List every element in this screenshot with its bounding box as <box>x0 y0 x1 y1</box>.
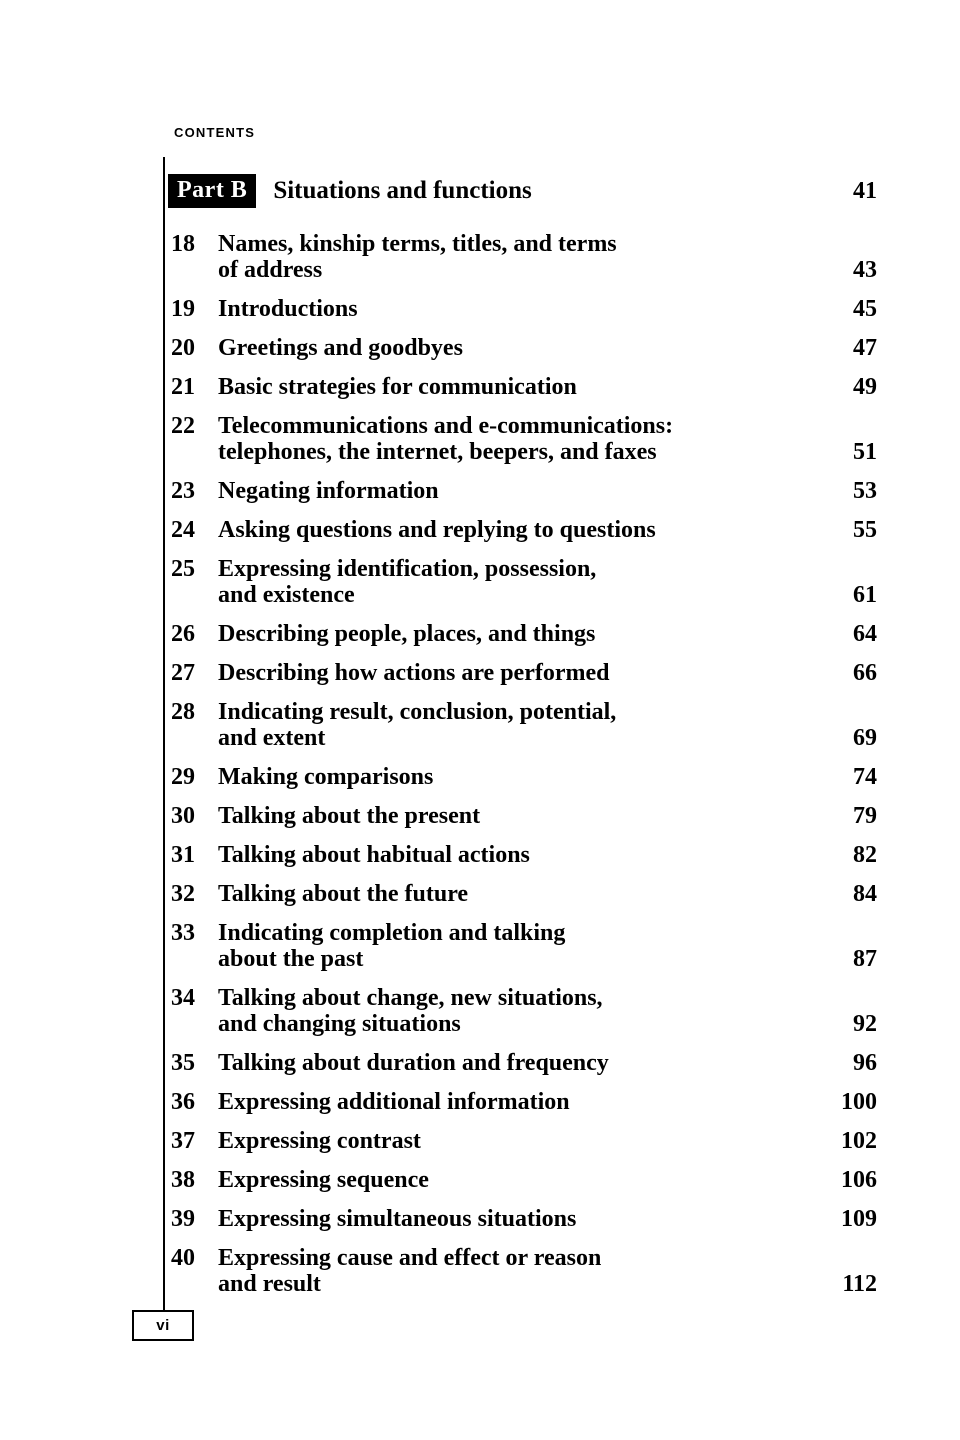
toc-entry-title <box>218 478 806 504</box>
toc-entry[interactable] <box>168 1245 880 1297</box>
toc-entry-title-line1: Indicating completion and talking <box>218 920 566 946</box>
toc-entry-title <box>218 517 806 543</box>
toc-entry[interactable] <box>168 231 880 283</box>
toc-entry-title-line1: Expressing sequence <box>218 1167 429 1193</box>
toc-entry-title <box>218 621 806 647</box>
toc-entry-title-line2: and changing situations <box>218 1011 461 1037</box>
toc-entry-number: 21 <box>171 374 195 400</box>
toc-entry[interactable] <box>168 881 880 907</box>
toc-entry[interactable] <box>168 699 880 751</box>
toc-entry-title-line1: Names, kinship terms, titles, and terms <box>218 231 617 257</box>
toc-entry-page-number: 82 <box>853 842 877 868</box>
toc-entry-page-number: 45 <box>853 296 877 322</box>
toc-entry[interactable] <box>168 621 880 647</box>
toc-entry-title-line2: telephones, the internet, beepers, and faxes <box>218 439 657 465</box>
toc-entry-title <box>218 699 806 751</box>
toc-entry-title <box>218 1245 806 1297</box>
toc-entry[interactable] <box>168 478 880 504</box>
toc-entry-page-number: 47 <box>853 335 877 361</box>
folio-box <box>132 1310 194 1341</box>
running-head: CONTENTS <box>174 125 256 140</box>
content-vertical-rule <box>163 157 165 1312</box>
toc-entry-title <box>218 374 806 400</box>
toc-entry-page-number: 79 <box>853 803 877 829</box>
toc-entry-page-number: 53 <box>853 478 877 504</box>
toc-entry-page-number: 49 <box>853 374 877 400</box>
toc-entry[interactable] <box>168 1050 880 1076</box>
toc-entry[interactable] <box>168 517 880 543</box>
toc-entry-title <box>218 660 806 686</box>
toc-entry-title <box>218 985 806 1037</box>
toc-entry-page-number: 51 <box>853 439 877 465</box>
toc-entry-page-number: 74 <box>853 764 877 790</box>
toc-entry[interactable] <box>168 335 880 361</box>
toc-entry-page-number: 106 <box>841 1167 877 1193</box>
toc-entry-title-line1: Expressing simultaneous situations <box>218 1206 577 1232</box>
toc-entry[interactable] <box>168 920 880 972</box>
toc-entry-title-line2: and extent <box>218 725 326 751</box>
toc-entry-page-number: 100 <box>841 1089 877 1115</box>
toc-entry-title-line1: Making comparisons <box>218 764 434 790</box>
toc-entry-title-line1: Describing how actions are performed <box>218 660 610 686</box>
toc-entry-number: 19 <box>171 296 195 322</box>
toc-entry[interactable] <box>168 1089 880 1115</box>
toc-entry-title-line2: and result <box>218 1271 321 1297</box>
toc-entry-title-line1: Talking about the future <box>218 881 469 907</box>
toc-entry-title <box>218 842 806 868</box>
toc-entry-page-number: 66 <box>853 660 877 686</box>
toc-entry-title <box>218 1167 806 1193</box>
toc-entry-page-number: 69 <box>853 725 877 751</box>
toc-entry[interactable] <box>168 842 880 868</box>
toc-entry-number: 31 <box>171 842 195 868</box>
toc-entry-title-line1: Talking about habitual actions <box>218 842 530 868</box>
toc-entry-title-line2: about the past <box>218 946 364 972</box>
table-of-contents <box>168 174 880 1297</box>
toc-entry-number: 27 <box>171 660 195 686</box>
toc-entry-title <box>218 881 806 907</box>
toc-entry[interactable] <box>168 660 880 686</box>
toc-entry-title <box>218 1050 806 1076</box>
toc-entry-title <box>218 1206 806 1232</box>
toc-entry[interactable] <box>168 296 880 322</box>
toc-entry[interactable] <box>168 413 880 465</box>
toc-entry-number: 39 <box>171 1206 195 1232</box>
toc-entry-title-line1: Greetings and goodbyes <box>218 335 463 361</box>
toc-entry-number: 22 <box>171 413 195 439</box>
toc-entry-page-number: 43 <box>853 257 877 283</box>
folio-page-number: vi <box>156 1317 170 1334</box>
toc-entry[interactable] <box>168 1206 880 1232</box>
toc-entry[interactable] <box>168 1167 880 1193</box>
part-page-number: 41 <box>853 178 877 204</box>
toc-entry-title-line1: Expressing identification, possession, <box>218 556 597 582</box>
toc-entry-page-number: 61 <box>853 582 877 608</box>
part-badge: Part B <box>168 174 256 208</box>
part-title: Situations and functions <box>273 177 532 204</box>
toc-entry-number: 20 <box>171 335 195 361</box>
toc-entry[interactable] <box>168 1128 880 1154</box>
toc-entry-title-line1: Negating information <box>218 478 439 504</box>
toc-entry-title <box>218 1089 806 1115</box>
toc-entry-number: 26 <box>171 621 195 647</box>
toc-entry[interactable] <box>168 803 880 829</box>
toc-entry-number: 30 <box>171 803 195 829</box>
toc-entry-number: 38 <box>171 1167 195 1193</box>
toc-entry-title <box>218 1128 806 1154</box>
toc-entry-title-line1: Asking questions and replying to questions <box>218 517 656 543</box>
toc-entry-title-line1: Talking about duration and frequency <box>218 1050 609 1076</box>
part-heading-row <box>168 174 880 218</box>
toc-entry-title-line1: Describing people, places, and things <box>218 621 596 647</box>
toc-entry-page-number: 109 <box>841 1206 877 1232</box>
toc-entry-title-line2: and existence <box>218 582 355 608</box>
toc-entry-page-number: 96 <box>853 1050 877 1076</box>
toc-entry-page-number: 87 <box>853 946 877 972</box>
toc-entry-title <box>218 413 806 465</box>
toc-entry-page-number: 64 <box>853 621 877 647</box>
toc-entry-title <box>218 296 806 322</box>
toc-entry-title <box>218 335 806 361</box>
toc-entry[interactable] <box>168 985 880 1037</box>
toc-entry-page-number: 84 <box>853 881 877 907</box>
toc-entry-title <box>218 803 806 829</box>
toc-entry-title <box>218 231 806 283</box>
toc-entry-page-number: 102 <box>841 1128 877 1154</box>
toc-entry-number: 24 <box>171 517 195 543</box>
toc-entry-page-number: 55 <box>853 517 877 543</box>
toc-entry-page-number: 112 <box>842 1271 877 1297</box>
toc-entry-number: 25 <box>171 556 195 582</box>
toc-entry-title-line1: Telecommunications and e-communications: <box>218 413 674 439</box>
toc-entry-page-number: 92 <box>853 1011 877 1037</box>
toc-entry-title-line1: Introductions <box>218 296 358 322</box>
toc-entry-number: 33 <box>171 920 195 946</box>
toc-entry[interactable] <box>168 764 880 790</box>
toc-entry-number: 28 <box>171 699 195 725</box>
toc-entry-number: 40 <box>171 1245 195 1271</box>
toc-entry-title-line1: Talking about the present <box>218 803 481 829</box>
toc-entry-title <box>218 764 806 790</box>
toc-entry-number: 32 <box>171 881 195 907</box>
toc-entry-title-line1: Expressing cause and effect or reason <box>218 1245 602 1271</box>
toc-entry-title <box>218 920 806 972</box>
toc-entry-title-line1: Indicating result, conclusion, potential, <box>218 699 617 725</box>
toc-entry-number: 35 <box>171 1050 195 1076</box>
toc-entry-title <box>218 556 806 608</box>
toc-entry-title-line1: Expressing contrast <box>218 1128 421 1154</box>
toc-entry-title-line1: Talking about change, new situations, <box>218 985 603 1011</box>
toc-entry-title-line1: Basic strategies for communication <box>218 374 577 400</box>
toc-entry-number: 29 <box>171 764 195 790</box>
toc-entry-title-line1: Expressing additional information <box>218 1089 570 1115</box>
toc-entry-number: 18 <box>171 231 195 257</box>
toc-entry[interactable] <box>168 374 880 400</box>
toc-entry-list <box>168 231 880 1297</box>
toc-entry[interactable] <box>168 556 880 608</box>
toc-entry-number: 34 <box>171 985 195 1011</box>
toc-entry-number: 37 <box>171 1128 195 1154</box>
toc-entry-title-line2: of address <box>218 257 323 283</box>
toc-entry-number: 23 <box>171 478 195 504</box>
toc-entry-number: 36 <box>171 1089 195 1115</box>
